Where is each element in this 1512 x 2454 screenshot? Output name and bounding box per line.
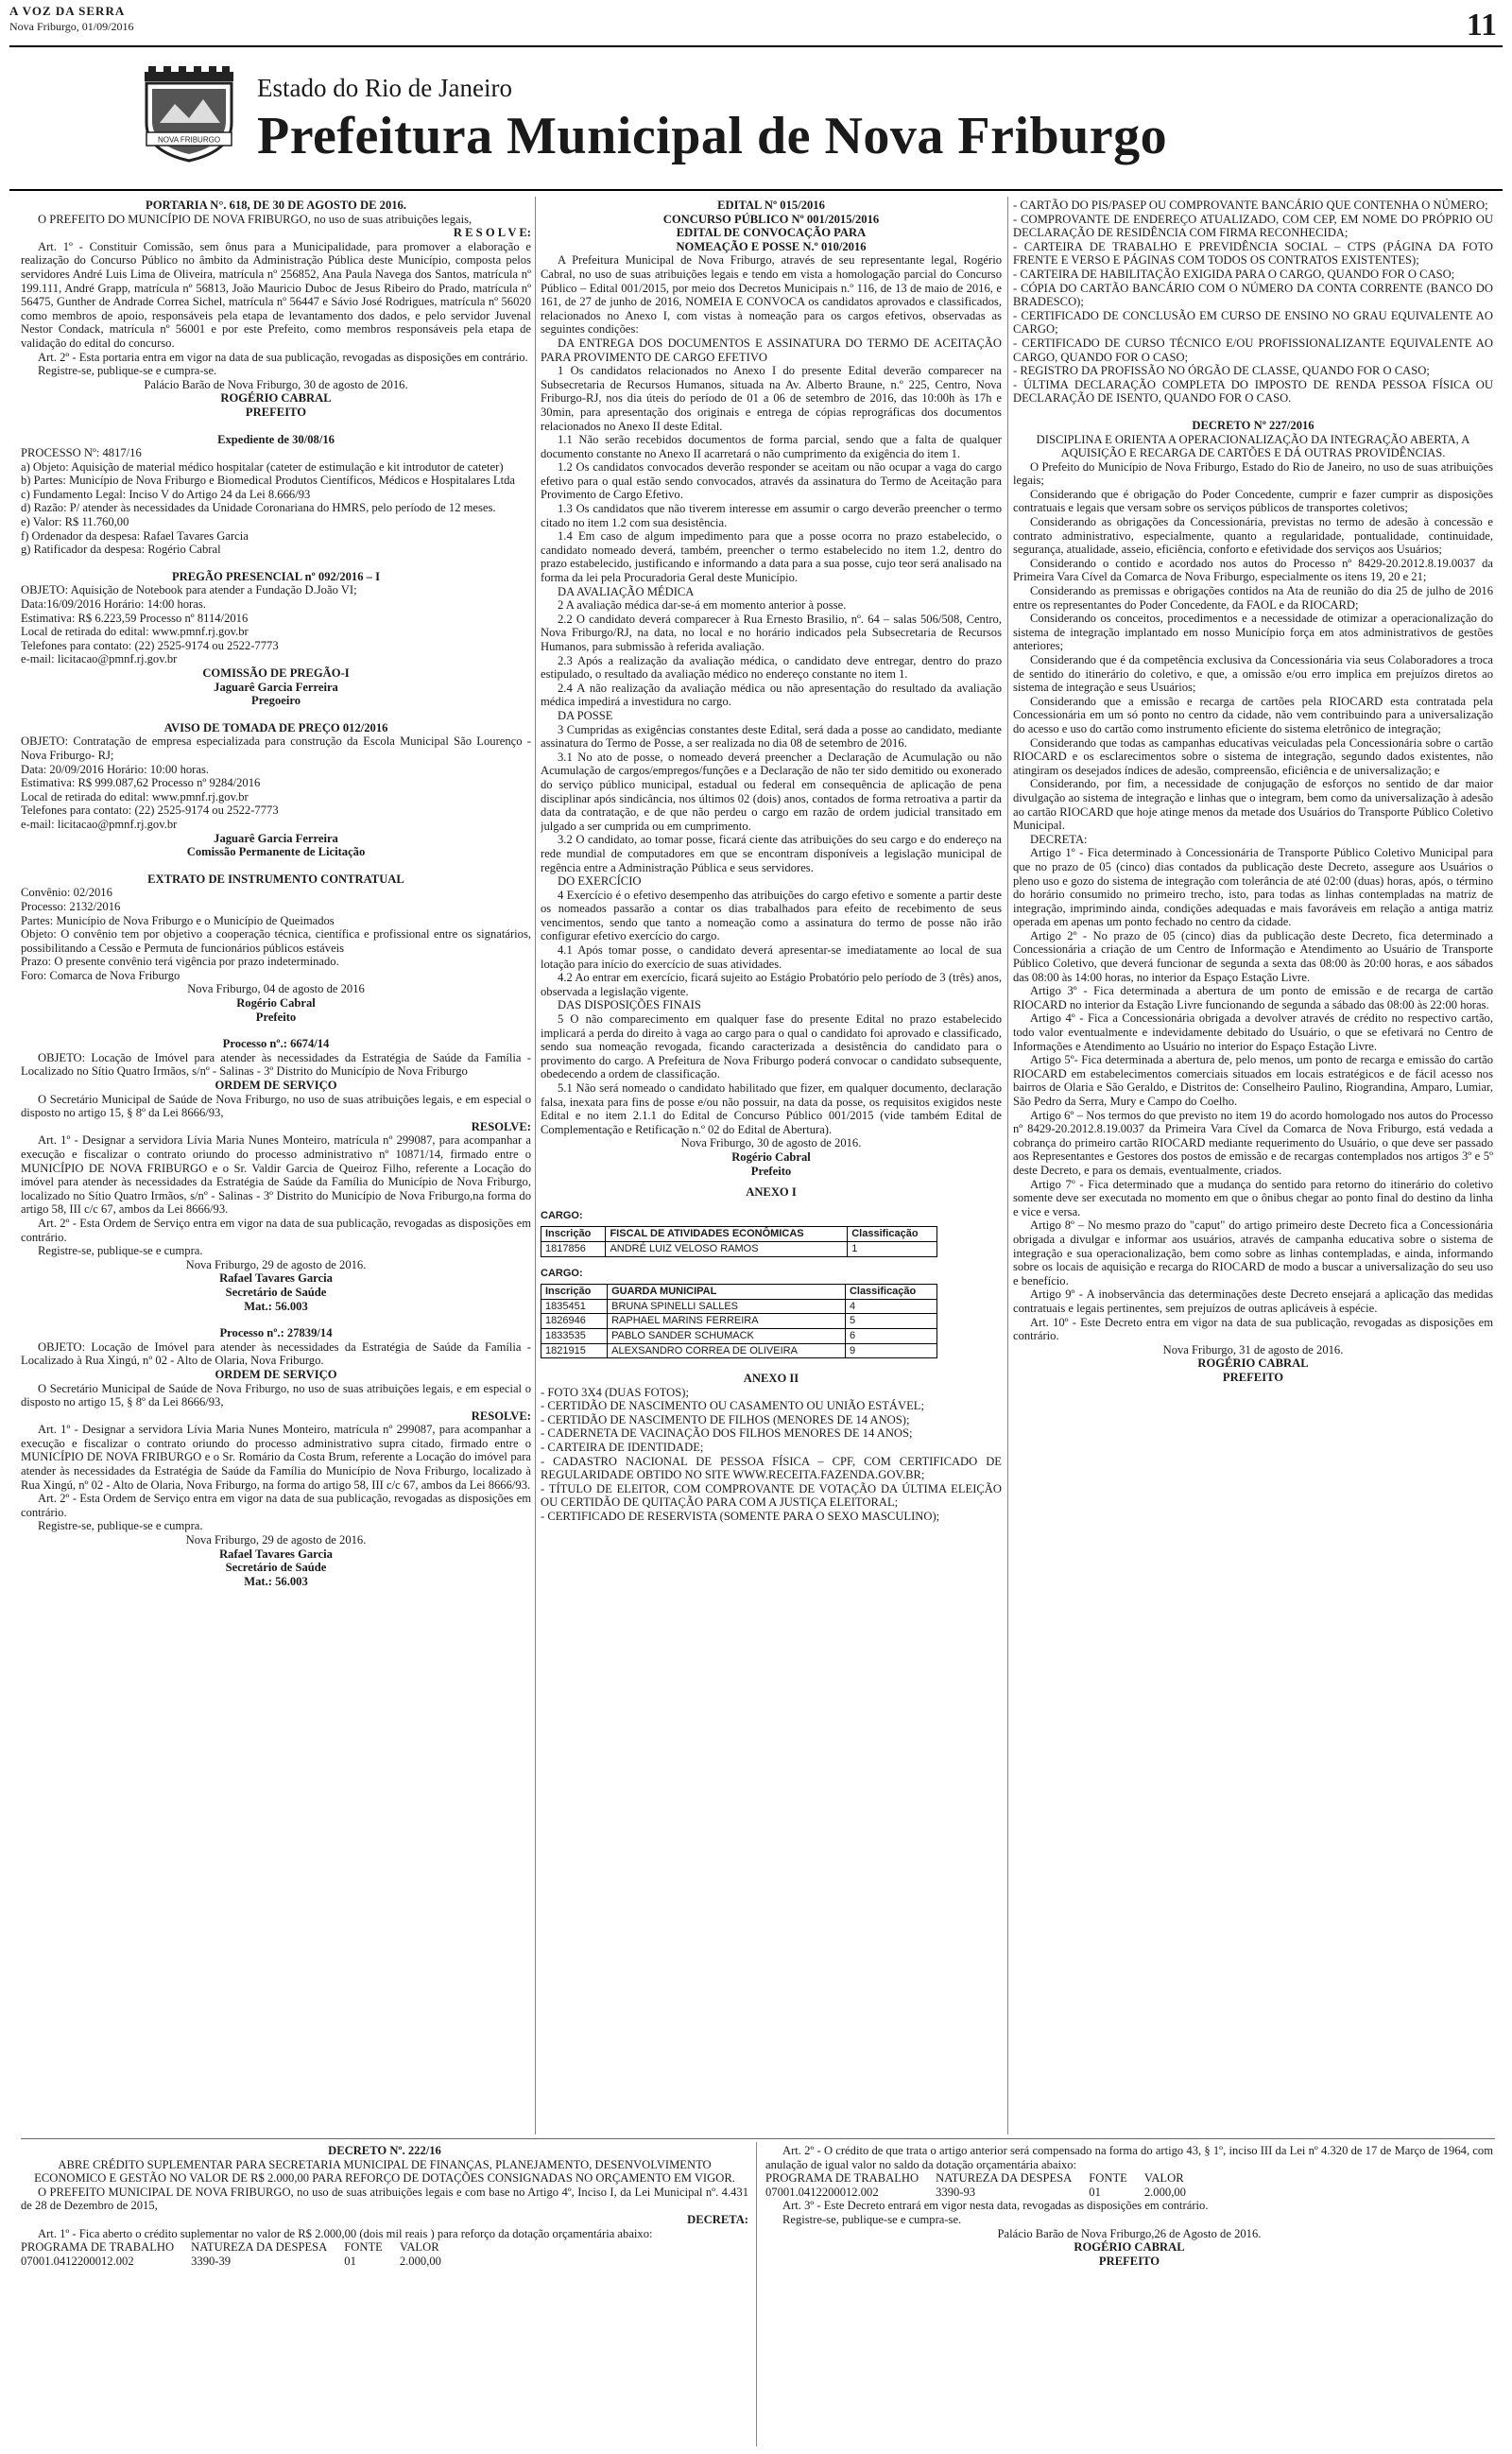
section-heading: Mat.: 56.003 <box>244 1574 308 1588</box>
paragraph: Estimativa: R$ 999.087,62 Processo nº 9284/2016 <box>21 776 261 790</box>
paragraph: Registre-se, publique-se e cumpra. <box>38 1519 203 1533</box>
table-cell: 1833535 <box>541 1328 608 1343</box>
section-heading: ANEXO I <box>746 1185 797 1200</box>
annex1-table <box>541 1226 937 1256</box>
paragraph: Telefones para contato: (22) 2525-9174 ou 2522-7773 <box>21 638 279 652</box>
paragraph: e-mail: licitacao@pmnf.rj.gov.br <box>21 652 178 666</box>
header-rule <box>9 189 1503 191</box>
section-heading: EDITAL Nº 015/2016 <box>717 199 825 212</box>
paragraph: R E S O L V E: <box>453 226 531 240</box>
edital-section <box>541 199 1002 1200</box>
annex2-document-list <box>541 1372 1002 1524</box>
table-header: Inscrição <box>541 1285 608 1300</box>
paragraph <box>541 1178 1002 1185</box>
table-header: GUARDA MUNICIPAL <box>608 1285 846 1300</box>
paragraph: 1.2 Os candidatos convocados deverão responder se aceitam ou não ocupar a vaga do cargo efetivo para o qual estão sendo convocados, através da assinatura do Termo de Aceitação para Provimento de Cargo Efetivo. <box>541 460 1002 502</box>
paragraph <box>1013 406 1493 419</box>
decreto-222-art3: Art. 3º - Este Decreto entrará em vigor nesta data, revogadas as disposições em contrário. <box>782 2199 1209 2213</box>
table-row <box>541 1241 937 1256</box>
table-cell: ALEXSANDRO CORREA DE OLIVEIRA <box>608 1343 846 1358</box>
table-cell: 9 <box>845 1343 936 1358</box>
paragraph: Art. 1º - Constituir Comissão, sem ônus para a Municipalidade, para promover a elaboração e realização do Concurso Público no âmbito da Administração Pública deste Município, composta pelos servidores André Luis Lima de Oliveira, matrícula nº 256852, Ana Paula Navega dos Santos, matrícula nº 199.111, André Grapp, matrícula nº 56813, João Mauricio Duboc de Jesus Ribeiro do Prado, matrícula nº 56475, Gunther de Andrade Correa Sichel, matrícula nº 56447 e Sávio José Rodrigues, matrícula nº 56020 como membros de apoio, responsáveis pela etapa de levantamento dos dados, e pelo servidor Juvenal Nestor Condack, matrícula nº 56001 e por este Prefeito, como membros responsáveis pela etapa de validação do edital do concurso. <box>21 239 531 350</box>
paragraph: - CADERNETA DE VACINAÇÃO DOS FILHOS MENORES DE 14 ANOS; <box>541 1426 913 1441</box>
paragraph: Artigo 3º - Fica determinada a abertura de um ponto de emissão e de recarga de cartão RIOCARD no interior da Estação Livre funcionando de segunda a sábado das 08:00 às 22:00 horas. <box>1013 984 1493 1011</box>
table-header: FONTE <box>344 2240 383 2255</box>
table-cell: 2.000,00 <box>1143 2185 1186 2199</box>
paragraph: - CARTEIRA DE TRABALHO E PREVIDÊNCIA SOCIAL – CTPS (PÁGINA DA FOTO FRENTE E VERSO E PÁGINAS COM TODOS OS CONTRATOS EXISTENTES); <box>1013 239 1493 268</box>
paragraph: Partes: Município de Nova Friburgo e o Município de Queimados <box>21 913 335 927</box>
paragraph: Considerando que é obrigação do Poder Concedente, cumprir e fazer cumprir as disposições contratuais e legais que versam sobre os serviços públicos de transportes coletivos; <box>1013 487 1493 515</box>
decreto-222-subtitle: ABRE CRÉDITO SUPLEMENTAR PARA SECRETARIA MUNICIPAL DE FINANÇAS, PLANEJAMENTO, DESENVOLVIMENTO ECONOMICO E GESTÃO NO VALOR DE R$ 2.000,00 PARA REFORÇO DE DOTAÇÕES CONSIGNADAS NO ORÇAMENTO EM VIGOR. <box>34 2157 735 2186</box>
paragraph: 5.1 Não será nomeado o candidato habilitado que fizer, em qualquer documento, declaração falsa, inexata para fins de posse e/ou não possuir, na data da posse, os requisitos exigidos neste Edital e no item 2.1.1 do Edital de Concurso Público 001/2015 (vide também Edital de Complementação e Retificação n.º 02 do Edital de Abertura). <box>541 1081 1002 1136</box>
decreto-222-section <box>21 2144 748 2446</box>
paragraph: - CERTIDÃO DE NASCIMENTO OU CASAMENTO OU UNIÃO ESTÁVEL; <box>541 1399 924 1413</box>
table-row <box>541 1299 937 1314</box>
annex1-cargo-label: CARGO: <box>541 1209 583 1221</box>
paragraph: DO EXERCÍCIO <box>558 874 642 889</box>
paragraph: OBJETO: Aquisição de Notebook para atender a Fundação D.João VI; <box>21 583 357 597</box>
column-divider <box>1007 197 1008 2134</box>
paragraph: a) Objeto: Aquisição de material médico hospitalar (cateter de estimulação e kit introdutor de cateter) <box>21 459 504 474</box>
table-cell: 3390-93 <box>936 2185 976 2199</box>
crest-banner-text: NOVA FRIBURGO <box>157 135 221 145</box>
paragraph: Convênio: 02/2016 <box>21 886 112 900</box>
table-cell: 2.000,00 <box>399 2254 441 2268</box>
section-heading: PREFEITO <box>245 405 307 419</box>
table-cell: 07001.0412200012.002 <box>765 2185 879 2199</box>
table-header: Classificação <box>848 1227 937 1242</box>
paragraph: 1.1 Não serão recebidos documentos de forma parcial, sendo que a falta de qualquer documento constante no Anexo II acarretará o não cumprimento da exigência do item 1. <box>541 433 1002 460</box>
decreto-222-annul-table <box>765 2171 1203 2199</box>
section-heading: Rogério Cabral <box>236 996 316 1011</box>
paragraph: DA ENTREGA DOS DOCUMENTOS E ASSINATURA DO TERMO DE ACEITAÇÃO PARA PROVIMENTO DE CARGO EFETIVO <box>541 336 1002 364</box>
section-heading: ROGÉRIO CABRAL <box>1197 1357 1309 1371</box>
paragraph: RESOLVE: <box>471 1408 531 1423</box>
paragraph <box>21 1024 531 1037</box>
paragraph: Local de retirada do edital: www.pmnf.rj.gov.br <box>21 789 249 804</box>
paragraph: Artigo 8º – No mesmo prazo do "caput" do artigo primeiro deste Decreto fica a Concessionária obrigada a divulgar e informar aos usuários, através de campanha educativa sobre o sistema de integração e sua operacionalização, bem como sobre as linhas contempladas, e ainda, informando sobre os locais de aquisição e recarga do RIOCARD de modo a buscar a universalização do seu uso e benefício. <box>1013 1218 1493 1287</box>
section-heading: Mat.: 56.003 <box>244 1299 308 1313</box>
paragraph: 2 A avaliação médica dar-se-á em momento anterior à posse. <box>558 598 847 613</box>
decreto-222-title: DECRETO Nº. 222/16 <box>328 2144 441 2157</box>
paragraph: O Prefeito do Município de Nova Friburgo, Estado do Rio de Janeiro, no uso de suas atribuições legais; <box>1013 459 1493 488</box>
paragraph: Artigo 7º - Fica determinado que a mudança do sentido para retorno do itinerário do coletivo somente deve ser executada no momento em que o ônibus chegar ao ponto final do destino da linha e vice e versa. <box>1013 1177 1493 1218</box>
column-right <box>1013 199 1493 2136</box>
paragraph: 1 Os candidatos relacionados no Anexo I do presente Edital deverão comparecer na Subsecretaria de Recursos Humanos, situada na Av. Alberto Braune, n.º 225, Centro, Nova Friburgo-RJ, nos dia úteis do período de 01 a 06 de setembro de 2016, das 10:00h às 17h e 30min, para apresentação dos originais e entrega de cópias reprográficas dos documentos relacionados no Anexo II deste Edital. <box>541 364 1002 433</box>
paragraph: Foro: Comarca de Nova Friburgo <box>21 968 180 982</box>
paragraph: Artigo 5º- Fica determinada a abertura de, pelo menos, um ponto de recarga e emissão do cartão RIOCARD em estabelecimentos comerciais situados em locais estratégicos e de fácil acesso nos bairros de Olaria e São Geraldo, e Distritos de: Conselheiro Paulino, Riograndina, Amparo, Lumiar, São Pedro da Serra, Mury e Campo do Coelho. <box>1013 1053 1493 1108</box>
section-heading: Secretário de Saúde <box>225 1285 327 1299</box>
section-heading: COMISSÃO DE PREGÃO-I <box>202 666 350 680</box>
paragraph: g) Ratificador da despesa: Rogério Cabral <box>21 543 221 557</box>
paragraph: 1.4 Em caso de algum impedimento para que a posse ocorra no prazo estabelecido, o candidato nomeado deverá, também, preencher o termo estabelecido no item 1.2, dentro do prazo estabelecido, justificando e informando a data para a sua posse, cujo teor será analisado na forma da lei pela Procuradoria Geral deste Município. <box>541 529 1002 585</box>
paragraph: - CARTÃO DO PIS/PASEP OU COMPROVANTE BANCÁRIO QUE CONTENHA O NÚMERO; <box>1013 199 1488 212</box>
table-cell: BRUNA SPINELLI SALLES <box>608 1299 846 1314</box>
table-header: PROGRAMA DE TRABALHO <box>21 2240 175 2255</box>
paragraph <box>21 859 531 873</box>
paragraph: Considerando, por fim, a necessidade de conjugação de esforços no sentido de dar maior divulgação ao sistema de integração e linhas que o integram, bem como da universalização à adesão ao cartão RIOCARD que hoje atinge menos da metade dos Usuários do Transporte Público Coletivo Municipal. <box>1013 777 1493 833</box>
column-divider <box>535 197 536 2134</box>
paragraph: Objeto: O convênio tem por objetivo a cooperação técnica, científica e profissional entre os signatários, possibilitando a Cessão e Permuta de funcionários públicos estáveis <box>21 927 531 955</box>
paragraph: Artigo 4º - Fica a Concessionária obrigada a devolver através de crédito no respectivo cartão, todo valor eventualmente e indevidamente debitado do Usuário, o que se efetivará no Centro de Informações e Atendimento ao Usuário no interior do Espaço Estação Livre. <box>1013 1011 1493 1053</box>
section-heading: Jaguarê Garcia Ferreira <box>214 831 338 845</box>
paragraph: - CÓPIA DO CARTÃO BANCÁRIO COM O NÚMERO DA CONTA CORRENTE (BANCO DO BRADESCO); <box>1013 281 1493 309</box>
page-number: 11 <box>1466 8 1497 43</box>
paragraph: OBJETO: Locação de Imóvel para atender às necessidades da Estratégia de Saúde da Família - Localizado à Rua Xingú, nº 02 - Alto de Olaria, Nova Friburgo. <box>21 1339 531 1368</box>
paragraph: Nova Friburgo, 29 de agosto de 2016. <box>185 1533 367 1547</box>
decreto-222-signer-role: PREFEITO <box>1098 2254 1160 2268</box>
paragraph <box>21 420 531 433</box>
section-heading: Prefeito <box>255 1010 297 1024</box>
column-left <box>21 199 531 2136</box>
table-cell: 1821915 <box>541 1343 608 1358</box>
paragraph: e) Valor: R$ 11.760,00 <box>21 515 129 529</box>
table-cell: 6 <box>845 1328 936 1343</box>
section-heading: Processo nº.: 6674/14 <box>222 1037 330 1051</box>
paragraph <box>21 1313 531 1326</box>
paragraph: - CERTIFICADO DE RESERVISTA (SOMENTE PARA O SEXO MASCULINO); <box>541 1510 940 1524</box>
section-heading: Prefeito <box>750 1164 792 1178</box>
paragraph: O Secretário Municipal de Saúde de Nova Friburgo, no uso de suas atribuições legais, e em especial o disposto no artigo 15, § 8º da Lei 8666/93, <box>21 1092 531 1120</box>
paragraph: DISCIPLINA E ORIENTA A OPERACIONALIZAÇÃO DA INTEGRAÇÃO ABERTA, A AQUISIÇÃO E RECARGA DE CARTÕES E DÁ OUTRAS PROVIDÊNCIAS. <box>1036 432 1470 460</box>
paragraph: - CADASTRO NACIONAL DE PESSOA FÍSICA – CPF, COM CERTIFICADO DE REGULARIDADE OBTIDO NO SITE WWW.RECEITA.FAZENDA.GOV.BR; <box>541 1454 1002 1482</box>
table-cell: 01 <box>1089 2185 1101 2199</box>
table-cell: ANDRÉ LUIZ VELOSO RAMOS <box>606 1241 848 1256</box>
paragraph: OBJETO: Contratação de empresa especializada para construção da Escola Municipal São Lourenço - Nova Friburgo- RJ; <box>21 734 531 762</box>
paragraph: Registre-se, publique-se e cumpra. <box>38 1244 203 1258</box>
paragraph: - CARTEIRA DE IDENTIDADE; <box>541 1441 704 1455</box>
paragraph: 5 O não comparecimento em qualquer fase do presente Edital no prazo estabelecido implicará a perda do direito à vaga ao cargo para o qual o candidato foi aprovado e classificado, sendo sua nomeação revogada, ficando caracterizada a desistência do candidato para o provimento do cargo. A Prefeitura de Nova Friburgo poderá convocar o candidato subsequente, obedecendo a ordem de classificação. <box>541 1012 1002 1081</box>
decreto-222-decreta: DECRETA: <box>687 2212 748 2226</box>
paragraph: Data: 20/09/2016 Horário: 10:00 horas. <box>21 762 210 776</box>
table-header: FISCAL DE ATIVIDADES ECONÔMICAS <box>606 1227 848 1242</box>
paragraph: Considerando o contido e acordado nos autos do Processo nº 8429-20.2012.8.19.0037 da Primeira Vara Cível da Comarca de Nova Friburgo, especialmente os itens 19, 20 e 21; <box>1013 556 1493 584</box>
decreto-222-budget-table <box>21 2240 458 2268</box>
paragraph: Local de retirada do edital: www.pmnf.rj.gov.br <box>21 625 249 639</box>
section-heading: Pregoeiro <box>251 694 301 708</box>
paragraph <box>21 557 531 570</box>
paragraph: Nova Friburgo, 31 de agosto de 2016. <box>1162 1342 1344 1357</box>
annex2-cargo-label: CARGO: <box>541 1267 583 1279</box>
paragraph: c) Fundamento Legal: Inciso V do Artigo 24 da Lei 8.666/93 <box>21 487 311 501</box>
paragraph: A Prefeitura Municipal de Nova Friburgo, através de seu representante legal, Rogério Cabral, no uso de suas atribuições legais e tendo em vista a homologação parcial do Concurso Público – Edital 001/2015, por meio dos Decretos Municipais n.º 116, de 13 de maio de 2016, e 161, de 27 de junho de 2016, NOMEIA E CONVOCA os candidatos aprovados e classificados, relacionados no Anexo I, com vistas à nomeação para os cargos efetivos, observadas as seguintes condições: <box>541 253 1002 337</box>
paragraph: 2.4 A não realização da avaliação médica ou não apresentação do resultado da avaliação médica impedirá a investidura no cargo. <box>541 681 1002 709</box>
paragraph: - CARTEIRA DE HABILITAÇÃO EXIGIDA PARA O CARGO, QUANDO FOR O CASO; <box>1013 267 1455 281</box>
paragraph: Considerando as premissas e obrigações contidos na Ata de reunião do dia 25 de julho de 2016 entre os representantes do Poder Concedente, da FAOL e da RIOCARD; <box>1013 584 1493 612</box>
annex2-table <box>541 1284 937 1358</box>
paragraph: Art. 1º - Designar a servidora Lívia Maria Nunes Monteiro, matrícula nº 299087, para acompanhar a execução e fiscalizar o contrato oriundo do processo administrativo nº 10871/14, firmado entre o MUNICÍPIO DE NOVA FRIBURGO e o Sr. Valdir Garcia de Queiroz Filho, referente a Locação do imóvel para atender às necessidades da Estratégia de Saúde da Família do Município de Nova Friburgo, localizado no Sítio Quatro Irmãos, s/nº - Salinas - 3º Distrito do Município de Nova Friburgo,na forma do artigo 58, III c/c 67, ambos da Lei 8666/93. <box>21 1133 531 1217</box>
section-heading: Rogério Cabral <box>731 1149 811 1164</box>
paragraph: Data:16/09/2016 Horário: 14:00 horas. <box>21 597 206 612</box>
paragraph: Art. 10º - Este Decreto entra em vigor na data de sua publicação, revogadas as disposições em contrário. <box>1013 1315 1493 1343</box>
section-heading: Rafael Tavares Garcia <box>219 1547 333 1561</box>
section-heading: PREGÃO PRESENCIAL nº 092/2016 – I <box>171 569 381 583</box>
table-cell: RAPHAEL MARINS FERREIRA <box>608 1314 846 1329</box>
paragraph: Artigo 6º – Nos termos do que previsto no item 19 do acordo homologado nos autos do Processo nº 8429-20.2012.8.19.0037 da Primeira Vara Cível da Comarca de Nova Friburgo, está vedada a cobrança do primeiro cartão RIOCARD mediante requerimento do Usuário, o que deve ser passado aos Representantes e Gestores dos postos de emissão e de recargas contemplados nos artigos 3º e 5º deste Decreto, e para os demais, eventualmente, criados. <box>1013 1108 1493 1177</box>
paragraph: - REGISTRO DA PROFISSÃO NO ÓRGÃO DE CLASSE, QUANDO FOR O CASO; <box>1013 364 1430 378</box>
paragraph: Art. 2º - Esta Ordem de Serviço entra em vigor na data de sua publicação, revogadas as disposições em contrário. <box>21 1216 531 1244</box>
paragraph: 3.2 O candidato, ao tomar posse, ficará ciente das atribuições do seu cargo e do endereço na rede mundial de computadores em que se encontram disponíveis a legislação municipal de regência entre a Administração Pública e seus servidores. <box>541 833 1002 874</box>
newspaper-name: A VOZ DA SERRA <box>9 4 126 18</box>
section-heading: Rafael Tavares Garcia <box>219 1271 333 1286</box>
paragraph: Artigo 1º - Fica determinado à Concessionária de Transporte Público Coletivo Municipal para que no prazo de 05 (cinco) dias contados da publicação deste Decreto, assegure aos Usuários o pleno uso e gozo do sistema de integração com tolerância de até 02:00 (duas) horas, após, o término do horário consumido no primeiro trecho, isto, para todas as linhas contempladas na matriz de integração, imprimindo ainda, condições adequadas e mais favoráveis em relação a antiga matriz operada em apenas um ponto fechado no centro da cidade. <box>1013 846 1493 929</box>
section-heading: ANEXO II <box>743 1372 799 1386</box>
paragraph: 4.1 Após tomar posse, o candidato deverá apresentar-se imediatamente ao local de sua lotação para início do exercício de suas atividades. <box>541 943 1002 971</box>
table-row <box>541 1328 937 1343</box>
table-cell: 4 <box>845 1299 936 1314</box>
paragraph: - TÍTULO DE ELEITOR, COM COMPROVANTE DE VOTAÇÃO DA ÚLTIMA ELEIÇÃO OU CERTIDÃO DE QUITAÇÃO PARA COM A JUSTIÇA ELEITORAL; <box>541 1481 1002 1510</box>
paragraph: DA POSSE <box>558 708 613 722</box>
paragraph: - ÚLTIMA DECLARAÇÃO COMPLETA DO IMPOSTO DE RENDA PESSOA FÍSICA OU DECLARAÇÃO DE ISENTO, QUANDO FOR O CASO. <box>1013 377 1493 406</box>
paragraph: DAS DISPOSIÇÕES FINAIS <box>558 998 701 1012</box>
paragraph: 4.2 Ao entrar em exercício, ficará sujeito ao Estágio Probatório pelo período de 3 (três) anos, observada a legislação vigente. <box>541 971 1002 998</box>
section-heading: ROGÉRIO CABRAL <box>220 391 332 406</box>
table-header: Classificação <box>845 1285 936 1300</box>
paragraph: Telefones para contato: (22) 2525-9174 ou 2522-7773 <box>21 804 279 818</box>
paragraph: Considerando que é da competência exclusiva da Concessionária via seus Colaboradores a troca de sentido do itinerário do coletivo, e que, a omissão e/ou erro implica em prejuízos diretos ao sistema de integração e seus Usuários; <box>1013 653 1493 695</box>
decreto-222-art1: Art. 1º - Fica aberto o crédito suplementar no valor de R$ 2.000,00 (dois mil reais ) para reforço da dotação orçamentária abaixo: <box>38 2226 653 2240</box>
bottom-section-rule <box>21 2138 1495 2139</box>
paragraph: Palácio Barão de Nova Friburgo, 30 de agosto de 2016. <box>144 377 408 391</box>
paragraph: 3 Cumpridas as exigências constantes deste Edital, será dada a posse ao candidato, mediante assinatura do Termo de Posse, a ser realizada no dia 08 de setembro de 2016. <box>541 722 1002 751</box>
paragraph: - CERTIFICADO DE CURSO TÉCNICO E/OU PROFISSIONALIZANTE EQUIVALENTE AO CARGO, QUANDO FOR O CASO; <box>1013 336 1493 364</box>
paragraph: Estimativa: R$ 6.223,59 Processo nº 8114/2016 <box>21 611 249 625</box>
paragraph: RESOLVE: <box>471 1119 531 1133</box>
paragraph: DA AVALIAÇÃO MÉDICA <box>558 584 695 598</box>
paragraph: PROCESSO Nº: 4817/16 <box>21 446 142 460</box>
paragraph: Considerando as obrigações da Concessionária, previstas no termo de adesão à concessão e contrato administrativo, especialmente, quanto a regularidade, pontualidade, continuidade, segurança, atualidade, asseio, eficiência, conforto e efetividade dos serviços aos Usuários; <box>1013 515 1493 557</box>
paragraph: Nova Friburgo, 04 de agosto de 2016 <box>187 982 365 996</box>
table-cell: 1835451 <box>541 1299 608 1314</box>
section-heading: Processo nº.: 27839/14 <box>219 1326 333 1340</box>
paragraph: b) Partes: Município de Nova Friburgo e Biomedical Produtos Científicos, Médicos e Hospitalares Ltda <box>21 474 516 488</box>
table-row <box>541 1343 937 1358</box>
paragraph: O PREFEITO DO MUNICÍPIO DE NOVA FRIBURGO, no uso de suas atribuições legais, <box>38 212 472 226</box>
table-row <box>541 1314 937 1329</box>
table-header: VALOR <box>399 2240 439 2255</box>
section-heading: EDITAL DE CONVOCAÇÃO PARA <box>676 226 867 240</box>
section-heading: Comissão Permanente de Licitação <box>186 845 366 859</box>
paragraph: e-mail: licitacao@pmnf.rj.gov.br <box>21 817 178 831</box>
section-heading: Secretário de Saúde <box>225 1561 327 1575</box>
paragraph: Considerando que todas as campanhas educativas veiculadas pela Concessionária sobre o cartão RIOCARD e os esclarecimentos sobre o sistema de integração, segundo dados existentes, não atingiram os desejados índices de adesão, compreensão, eficiência e de universalização; e <box>1013 735 1493 777</box>
paragraph: Prazo: O presente convênio terá vigência por prazo indeterminado. <box>21 955 339 969</box>
table-cell: 5 <box>845 1314 936 1329</box>
paragraph: - COMPROVANTE DE ENDEREÇO ATUALIZADO, COM CEP, EM NOME DO PRÓPRIO OU DECLARAÇÃO DE RESIDÊNCIA COM FIRMA RECONHECIDA; <box>1013 212 1493 240</box>
section-heading: CONCURSO PÚBLICO Nº 001/2015/2016 <box>662 212 880 226</box>
municipal-crest-icon <box>137 66 241 165</box>
paragraph: Art. 1º - Designar a servidora Lívia Maria Nunes Monteiro, matrícula nº 299087, para acompanhar a execução e fiscalizar o contrato oriundo do processo administrativo supra citado, firmado entre o MUNICÍPIO DE NOVA FRIBURGO e o Sr. Romário da Costa Brum, referente a Locação do imóvel para atender às necessidades da Estratégia de Saúde da Família do Município de Nova Friburgo, localizado à Rua Xingú, nº 02 - Alto de Olaria, Nova Friburgo, na forma do artigo 58, III c/c 67, ambos da Lei 8666/93. <box>21 1423 531 1492</box>
paragraph: Art. 2º - Esta portaria entra em vigor na data de sua publicação, revogadas as disposições em contrário. <box>38 350 528 364</box>
paragraph: DECRETA: <box>1030 832 1088 846</box>
paragraph: d) Razão: P/ atender às necessidades da Unidade Coronariana do HMRS, pelo período de 12 meses. <box>21 501 496 515</box>
paragraph: Processo: 2132/2016 <box>21 899 121 913</box>
table-header: NATUREZA DA DESPESA <box>191 2240 328 2255</box>
table-cell: 1817856 <box>541 1241 606 1256</box>
paragraph: Considerando que a emissão e recarga de cartões pela RIOCARD esta contratada pela Concessionária em um só ponto no centro da cidade, não vem contribuindo para a universalização do acesso e uso do cartão como instrumento eficiente do sistema eletrônico de integração; <box>1013 694 1493 735</box>
table-cell: 07001.0412200012.002 <box>21 2254 134 2268</box>
decreto-222-place-date: Palácio Barão de Nova Friburgo,26 de Agosto de 2016. <box>997 2226 1262 2240</box>
paragraph: Nova Friburgo, 29 de agosto de 2016. <box>185 1257 367 1271</box>
paragraph: 1.3 Os candidatos que não tiverem interesse em assumir o cargo deverão preencher o termo citado no item 1.2 com sua desistência. <box>541 502 1002 529</box>
paragraph: Artigo 9º - A inobservância das determinações deste Decreto ensejará a aplicação das medidas contratuais e legais pertinentes, sem prejuízos de outras aplicáveis à espécie. <box>1013 1287 1493 1315</box>
newspaper-header <box>9 4 1503 47</box>
table-header: VALOR <box>1143 2171 1184 2186</box>
state-name: Estado do Rio de Janeiro <box>257 74 512 102</box>
paragraph: Art. 2º - Esta Ordem de Serviço entra em vigor na data de sua publicação, revogadas as disposições em contrário. <box>21 1492 531 1519</box>
section-heading: AVISO DE TOMADA DE PREÇO 012/2016 <box>163 720 388 734</box>
paragraph: - CERTIDÃO DE NASCIMENTO DE FILHOS (MENORES DE 14 ANOS); <box>541 1412 910 1426</box>
paragraph: 3.1 No ato de posse, o nomeado deverá preencher a Declaração de Acumulação ou não Acumulação de cargos/empregos/funções e a Declaração de não ter sido demitido ou exonerado do serviço público municipal, estadual ou federal em consequência de aplicação de pena disciplinar após sindicância, nos últimos 02 (dois) anos, contados de forma retroativa a partir da data da contratação, e de que não perdeu o cargo em razão de ordem judicial transitado em julgado a ser cumprida ou em cumprimento. <box>541 750 1002 833</box>
section-heading: Jaguarê Garcia Ferreira <box>214 680 338 694</box>
decreto-222-art2: Art. 2º - O crédito de que trata o artigo anterior será compensado na forma do artigo 43, § 1º, inciso III da Lei nº 4.320 de 17 de Março de 1964, com anulação de igual valor no saldo da dotação orçamentária abaixo: <box>765 2144 1493 2171</box>
table-cell: 1 <box>848 1241 937 1256</box>
paragraph: - FOTO 3X4 (DUAS FOTOS); <box>541 1385 689 1399</box>
section-heading: EXTRATO DE INSTRUMENTO CONTRATUAL <box>147 872 404 886</box>
section-heading: ORDEM DE SERVIÇO <box>215 1079 337 1093</box>
section-heading: Expediente de 30/08/16 <box>217 432 335 446</box>
table-header: PROGRAMA DE TRABALHO <box>765 2171 919 2186</box>
paragraph: 2.2 O candidato deverá comparecer à Rua Ernesto Brasilio, nº. 64 – salas 506/508, Centro, Nova Friburgo/RJ, na data, no local e no horário indicados pela Subsecretaria de Recursos Humanos, para submissão à referida avaliação. <box>541 612 1002 653</box>
section-heading: ORDEM DE SERVIÇO <box>215 1367 337 1381</box>
paragraph: Artigo 2º - No prazo de 05 (cinco) dias da publicação deste Decreto, fica determinado a Concessionária a criação de um Centro de Informação e Atendimento ao Usuário de Transporte Público Coletivo, que deverá funcionar de segunda a sexta das 08:00 às 20:00 horas, e aos sábados das 08:00 às 14:00 horas, no interior da Espaço Estação Livre. <box>1013 928 1493 984</box>
decreto-222-intro: O PREFEITO MUNICIPAL DE NOVA FRIBURGO, no uso de suas atribuições legais e com base no Artigo 4º, Inciso I, da Lei Municipal nº. 4.431 de 28 de Dezembro de 2015, <box>21 2185 748 2213</box>
section-heading: PORTARIA N°. 618, DE 30 DE AGOSTO DE 2016. <box>146 199 406 212</box>
column-middle <box>541 199 1002 2136</box>
paragraph: 2.3 Após a realização da avaliação médica, o candidato deve entregar, dentro do prazo estipulado, o resultado da avaliação médico no endereço constante no item 1. <box>541 653 1002 682</box>
paragraph: O Secretário Municipal de Saúde de Nova Friburgo, no uso de suas atribuições legais, e em especial o disposto no artigo 15, § 8º da Lei 8666/93, <box>21 1381 531 1409</box>
section-heading: NOMEAÇÃO E POSSE N.º 010/2016 <box>676 239 867 253</box>
paragraph: Registre-se, publique-se e cumpra-se. <box>38 364 217 378</box>
paragraph: f) Ordenador da despesa: Rafael Tavares Garcia <box>21 528 249 543</box>
table-header: Inscrição <box>541 1227 606 1242</box>
paragraph <box>21 708 531 721</box>
table-cell: 01 <box>344 2254 356 2268</box>
section-heading: PREFEITO <box>1222 1370 1284 1384</box>
table-cell: 1826946 <box>541 1314 608 1329</box>
paragraph: Nova Friburgo, 30 de agosto de 2016. <box>680 1136 862 1150</box>
table-cell: PABLO SANDER SCHUMACK <box>608 1328 846 1343</box>
paragraph: OBJETO: Locação de Imóvel para atender às necessidades da Estratégia de Saúde da Família - Localizado no Sítio Quatro Irmãos, s/nº - Salinas - 3º Distrito do Município de Nova Friburgo <box>21 1050 531 1079</box>
newspaper-date: Nova Friburgo, 01/09/2016 <box>9 20 134 33</box>
section-heading: DECRETO Nº 227/2016 <box>1192 418 1314 432</box>
table-header: NATUREZA DA DESPESA <box>936 2171 1073 2186</box>
column-divider <box>756 2142 757 2446</box>
prefeitura-title: Prefeitura Municipal de Nova Friburgo <box>257 107 1168 165</box>
paragraph: 4 Exercício é o efetivo desempenho das atribuições do cargo efetivo e somente a partir deste os nomeados passarão a contar os dias trabalhados para efeito de recebimento de seus vencimentos, sendo que tanto a nomeação como a assinatura do termo de posse não irão configurar efetivo exercício do cargo. <box>541 888 1002 943</box>
table-cell: 3390-39 <box>191 2254 232 2268</box>
decreto-222-continuation <box>765 2144 1493 2446</box>
decreto-222-signer: ROGÉRIO CABRAL <box>1074 2240 1185 2255</box>
table-header: FONTE <box>1089 2171 1127 2186</box>
decreto-222-closing: Registre-se, publique-se e cumpra-se. <box>782 2212 962 2226</box>
paragraph: Considerando os conceitos, procedimentos e a necessidade de otimizar a operacionalização do sistema de integração implantado em nosso Município força em atos administrativos de gestões anteriores; <box>1013 612 1493 653</box>
paragraph: - CERTIFICADO DE CONCLUSÃO EM CURSO DE ENSINO NO GRAU EQUIVALENTE AO CARGO; <box>1013 308 1493 337</box>
